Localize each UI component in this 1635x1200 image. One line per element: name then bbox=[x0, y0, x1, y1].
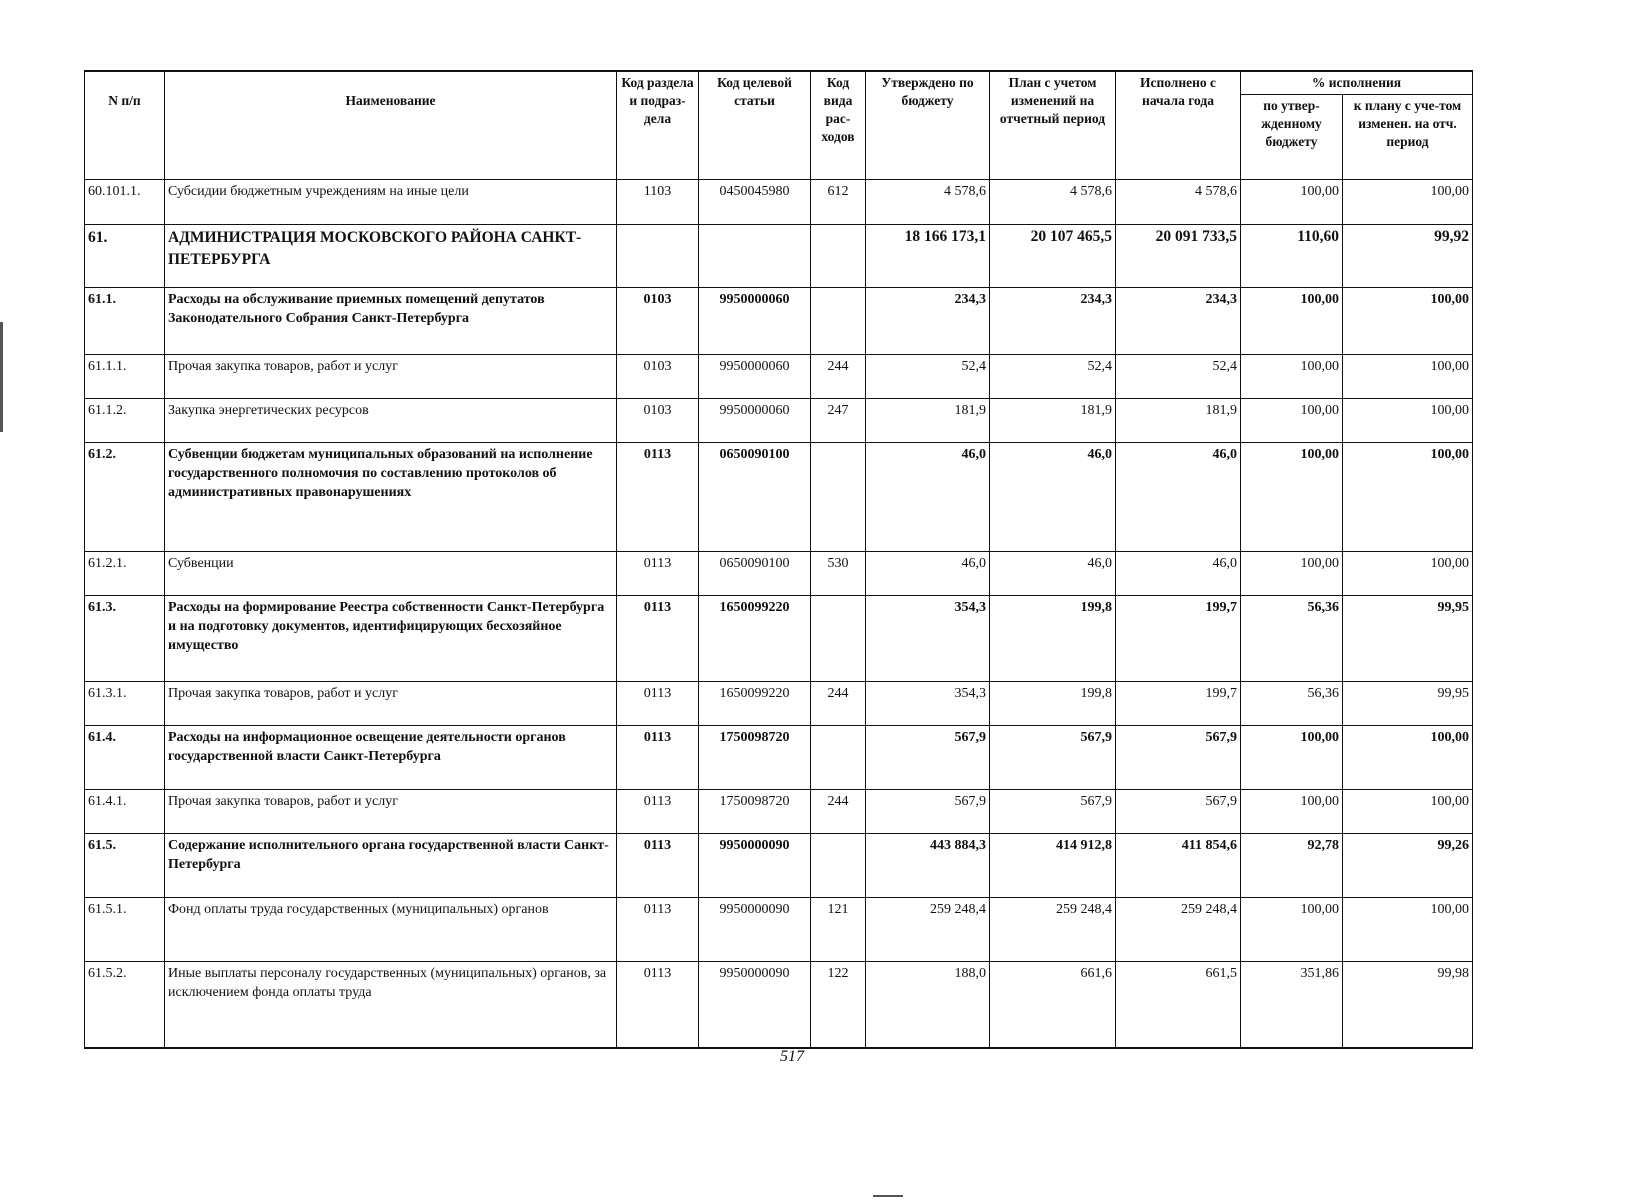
cell-num: 61.2.1. bbox=[85, 552, 165, 596]
header-expense-code: Код вида рас-ходов bbox=[811, 71, 866, 180]
cell-expense: 122 bbox=[811, 962, 866, 1048]
table-row bbox=[85, 443, 1473, 552]
cell-pct-approved: 351,86 bbox=[1241, 962, 1343, 1048]
cell-expense: 530 bbox=[811, 552, 866, 596]
cell-executed: 567,9 bbox=[1116, 726, 1241, 790]
table-row bbox=[85, 288, 1473, 355]
cell-plan: 414 912,8 bbox=[990, 834, 1116, 898]
cell-plan: 199,8 bbox=[990, 682, 1116, 726]
cell-target: 0450045980 bbox=[699, 180, 811, 225]
cell-expense: 247 bbox=[811, 399, 866, 443]
page-number: 517 bbox=[780, 1048, 804, 1065]
cell-pct-approved: 56,36 bbox=[1241, 596, 1343, 682]
cell-approved: 354,3 bbox=[866, 682, 990, 726]
cell-expense: 121 bbox=[811, 898, 866, 962]
cell-plan: 567,9 bbox=[990, 790, 1116, 834]
cell-pct-approved: 100,00 bbox=[1241, 726, 1343, 790]
cell-approved: 234,3 bbox=[866, 288, 990, 355]
cell-section: 0113 bbox=[617, 443, 699, 552]
cell-num: 61.4.1. bbox=[85, 790, 165, 834]
cell-approved: 567,9 bbox=[866, 726, 990, 790]
cell-section: 0113 bbox=[617, 682, 699, 726]
table-row bbox=[85, 834, 1473, 898]
cell-target: 1750098720 bbox=[699, 790, 811, 834]
cell-pct-plan: 100,00 bbox=[1343, 288, 1473, 355]
cell-section: 1103 bbox=[617, 180, 699, 225]
header-percent-group: % исполнения bbox=[1241, 71, 1473, 95]
cell-plan: 234,3 bbox=[990, 288, 1116, 355]
cell-target: 1650099220 bbox=[699, 682, 811, 726]
cell-section: 0113 bbox=[617, 552, 699, 596]
cell-approved: 443 884,3 bbox=[866, 834, 990, 898]
cell-approved: 259 248,4 bbox=[866, 898, 990, 962]
cell-expense bbox=[811, 288, 866, 355]
cell-expense: 244 bbox=[811, 682, 866, 726]
table-row bbox=[85, 225, 1473, 288]
cell-pct-plan: 100,00 bbox=[1343, 180, 1473, 225]
cell-approved: 52,4 bbox=[866, 355, 990, 399]
cell-pct-approved: 92,78 bbox=[1241, 834, 1343, 898]
cell-pct-plan: 100,00 bbox=[1343, 552, 1473, 596]
cell-executed: 20 091 733,5 bbox=[1116, 225, 1241, 288]
cell-approved: 46,0 bbox=[866, 552, 990, 596]
cell-approved: 181,9 bbox=[866, 399, 990, 443]
cell-name: Иные выплаты персоналу государственных (муниципальных) органов, за исключением фонда оплаты труда bbox=[165, 962, 617, 1048]
cell-pct-plan: 100,00 bbox=[1343, 443, 1473, 552]
cell-approved: 188,0 bbox=[866, 962, 990, 1048]
cell-expense bbox=[811, 596, 866, 682]
cell-name: Субсидии бюджетным учреждениям на иные цели bbox=[165, 180, 617, 225]
cell-approved: 46,0 bbox=[866, 443, 990, 552]
cell-plan: 4 578,6 bbox=[990, 180, 1116, 225]
cell-expense: 612 bbox=[811, 180, 866, 225]
cell-pct-approved: 100,00 bbox=[1241, 288, 1343, 355]
cell-num: 61.1. bbox=[85, 288, 165, 355]
cell-plan: 20 107 465,5 bbox=[990, 225, 1116, 288]
cell-plan: 52,4 bbox=[990, 355, 1116, 399]
cell-target: 9950000090 bbox=[699, 962, 811, 1048]
cell-executed: 411 854,6 bbox=[1116, 834, 1241, 898]
cell-section: 0103 bbox=[617, 288, 699, 355]
cell-target: 9950000090 bbox=[699, 898, 811, 962]
scan-artifact bbox=[873, 1195, 903, 1197]
cell-plan: 181,9 bbox=[990, 399, 1116, 443]
cell-num: 61.3. bbox=[85, 596, 165, 682]
cell-num: 61.2. bbox=[85, 443, 165, 552]
table-header bbox=[85, 71, 1473, 180]
cell-executed: 4 578,6 bbox=[1116, 180, 1241, 225]
cell-approved: 4 578,6 bbox=[866, 180, 990, 225]
cell-approved: 354,3 bbox=[866, 596, 990, 682]
cell-approved: 18 166 173,1 bbox=[866, 225, 990, 288]
cell-section: 0113 bbox=[617, 790, 699, 834]
cell-num: 61.5.1. bbox=[85, 898, 165, 962]
cell-executed: 181,9 bbox=[1116, 399, 1241, 443]
cell-pct-plan: 99,92 bbox=[1343, 225, 1473, 288]
header-num: N п/п bbox=[85, 71, 165, 180]
cell-target: 0650090100 bbox=[699, 443, 811, 552]
cell-pct-plan: 100,00 bbox=[1343, 399, 1473, 443]
header-plan: План с учетом изменений на отчетный период bbox=[990, 71, 1116, 180]
table-row bbox=[85, 399, 1473, 443]
cell-pct-approved: 100,00 bbox=[1241, 399, 1343, 443]
table-row bbox=[85, 898, 1473, 962]
header-executed: Исполнено с начала года bbox=[1116, 71, 1241, 180]
cell-plan: 661,6 bbox=[990, 962, 1116, 1048]
cell-executed: 234,3 bbox=[1116, 288, 1241, 355]
cell-pct-approved: 100,00 bbox=[1241, 898, 1343, 962]
table-row bbox=[85, 726, 1473, 790]
cell-pct-plan: 100,00 bbox=[1343, 898, 1473, 962]
cell-name: Расходы на обслуживание приемных помещений депутатов Законодательного Собрания Санкт-Петербурга bbox=[165, 288, 617, 355]
cell-name: Субвенции бюджетам муниципальных образований на исполнение государственного полномочия по составлению протоколов об административных правонарушениях bbox=[165, 443, 617, 552]
cell-num: 61.3.1. bbox=[85, 682, 165, 726]
cell-section: 0103 bbox=[617, 355, 699, 399]
cell-section: 0103 bbox=[617, 399, 699, 443]
cell-name: Содержание исполнительного органа государственной власти Санкт-Петербурга bbox=[165, 834, 617, 898]
table-row bbox=[85, 596, 1473, 682]
cell-name: Закупка энергетических ресурсов bbox=[165, 399, 617, 443]
cell-name: Субвенции bbox=[165, 552, 617, 596]
cell-name: Прочая закупка товаров, работ и услуг bbox=[165, 355, 617, 399]
cell-section: 0113 bbox=[617, 834, 699, 898]
cell-target: 0650090100 bbox=[699, 552, 811, 596]
cell-num: 61. bbox=[85, 225, 165, 288]
cell-target bbox=[699, 225, 811, 288]
cell-name: Расходы на формирование Реестра собственности Санкт-Петербурга и на подготовку документов, идентифицирующих бесхозяйное имущество bbox=[165, 596, 617, 682]
cell-name: АДМИНИСТРАЦИЯ МОСКОВСКОГО РАЙОНА САНКТ-ПЕТЕРБУРГА bbox=[165, 225, 617, 288]
cell-executed: 52,4 bbox=[1116, 355, 1241, 399]
scan-artifact bbox=[0, 322, 3, 432]
cell-target: 1650099220 bbox=[699, 596, 811, 682]
cell-pct-plan: 100,00 bbox=[1343, 726, 1473, 790]
cell-pct-approved: 100,00 bbox=[1241, 552, 1343, 596]
cell-pct-plan: 99,26 bbox=[1343, 834, 1473, 898]
cell-executed: 199,7 bbox=[1116, 596, 1241, 682]
cell-executed: 46,0 bbox=[1116, 552, 1241, 596]
header-percent-approved: по утвер-жденному бюджету bbox=[1241, 95, 1343, 180]
cell-num: 61.5. bbox=[85, 834, 165, 898]
cell-section bbox=[617, 225, 699, 288]
cell-pct-approved: 100,00 bbox=[1241, 180, 1343, 225]
cell-pct-approved: 100,00 bbox=[1241, 443, 1343, 552]
cell-target: 9950000060 bbox=[699, 355, 811, 399]
cell-expense bbox=[811, 726, 866, 790]
cell-pct-plan: 99,95 bbox=[1343, 596, 1473, 682]
header-approved: Утверждено по бюджету bbox=[866, 71, 990, 180]
cell-plan: 46,0 bbox=[990, 443, 1116, 552]
table-row bbox=[85, 682, 1473, 726]
cell-name: Прочая закупка товаров, работ и услуг bbox=[165, 790, 617, 834]
cell-pct-approved: 110,60 bbox=[1241, 225, 1343, 288]
cell-executed: 46,0 bbox=[1116, 443, 1241, 552]
cell-num: 60.101.1. bbox=[85, 180, 165, 225]
cell-executed: 661,5 bbox=[1116, 962, 1241, 1048]
cell-pct-plan: 100,00 bbox=[1343, 790, 1473, 834]
cell-num: 61.5.2. bbox=[85, 962, 165, 1048]
cell-pct-approved: 100,00 bbox=[1241, 355, 1343, 399]
header-name: Наименование bbox=[165, 71, 617, 180]
cell-approved: 567,9 bbox=[866, 790, 990, 834]
table-body bbox=[85, 180, 1473, 1048]
cell-target: 9950000090 bbox=[699, 834, 811, 898]
cell-section: 0113 bbox=[617, 726, 699, 790]
cell-pct-plan: 99,95 bbox=[1343, 682, 1473, 726]
cell-plan: 259 248,4 bbox=[990, 898, 1116, 962]
cell-num: 61.4. bbox=[85, 726, 165, 790]
cell-section: 0113 bbox=[617, 898, 699, 962]
cell-executed: 567,9 bbox=[1116, 790, 1241, 834]
cell-target: 1750098720 bbox=[699, 726, 811, 790]
cell-expense bbox=[811, 834, 866, 898]
cell-name: Прочая закупка товаров, работ и услуг bbox=[165, 682, 617, 726]
table-row bbox=[85, 180, 1473, 225]
cell-target: 9950000060 bbox=[699, 399, 811, 443]
table-row bbox=[85, 552, 1473, 596]
cell-plan: 567,9 bbox=[990, 726, 1116, 790]
cell-pct-approved: 100,00 bbox=[1241, 790, 1343, 834]
cell-num: 61.1.1. bbox=[85, 355, 165, 399]
cell-pct-plan: 99,98 bbox=[1343, 962, 1473, 1048]
cell-num: 61.1.2. bbox=[85, 399, 165, 443]
cell-expense bbox=[811, 225, 866, 288]
cell-expense: 244 bbox=[811, 355, 866, 399]
cell-executed: 199,7 bbox=[1116, 682, 1241, 726]
cell-pct-approved: 56,36 bbox=[1241, 682, 1343, 726]
header-percent-plan: к плану с уче-том изменен. на отч. период bbox=[1343, 95, 1473, 180]
cell-expense: 244 bbox=[811, 790, 866, 834]
cell-section: 0113 bbox=[617, 596, 699, 682]
budget-execution-table bbox=[84, 70, 1473, 1049]
cell-target: 9950000060 bbox=[699, 288, 811, 355]
header-target-code: Код целевой статьи bbox=[699, 71, 811, 180]
table-row bbox=[85, 790, 1473, 834]
cell-executed: 259 248,4 bbox=[1116, 898, 1241, 962]
cell-pct-plan: 100,00 bbox=[1343, 355, 1473, 399]
cell-plan: 46,0 bbox=[990, 552, 1116, 596]
cell-name: Расходы на информационное освещение деятельности органов государственной власти Санкт-Петербурга bbox=[165, 726, 617, 790]
cell-expense bbox=[811, 443, 866, 552]
table-row bbox=[85, 355, 1473, 399]
table-row bbox=[85, 962, 1473, 1048]
cell-name: Фонд оплаты труда государственных (муниципальных) органов bbox=[165, 898, 617, 962]
cell-section: 0113 bbox=[617, 962, 699, 1048]
cell-plan: 199,8 bbox=[990, 596, 1116, 682]
header-section-code: Код раздела и подраз-дела bbox=[617, 71, 699, 180]
